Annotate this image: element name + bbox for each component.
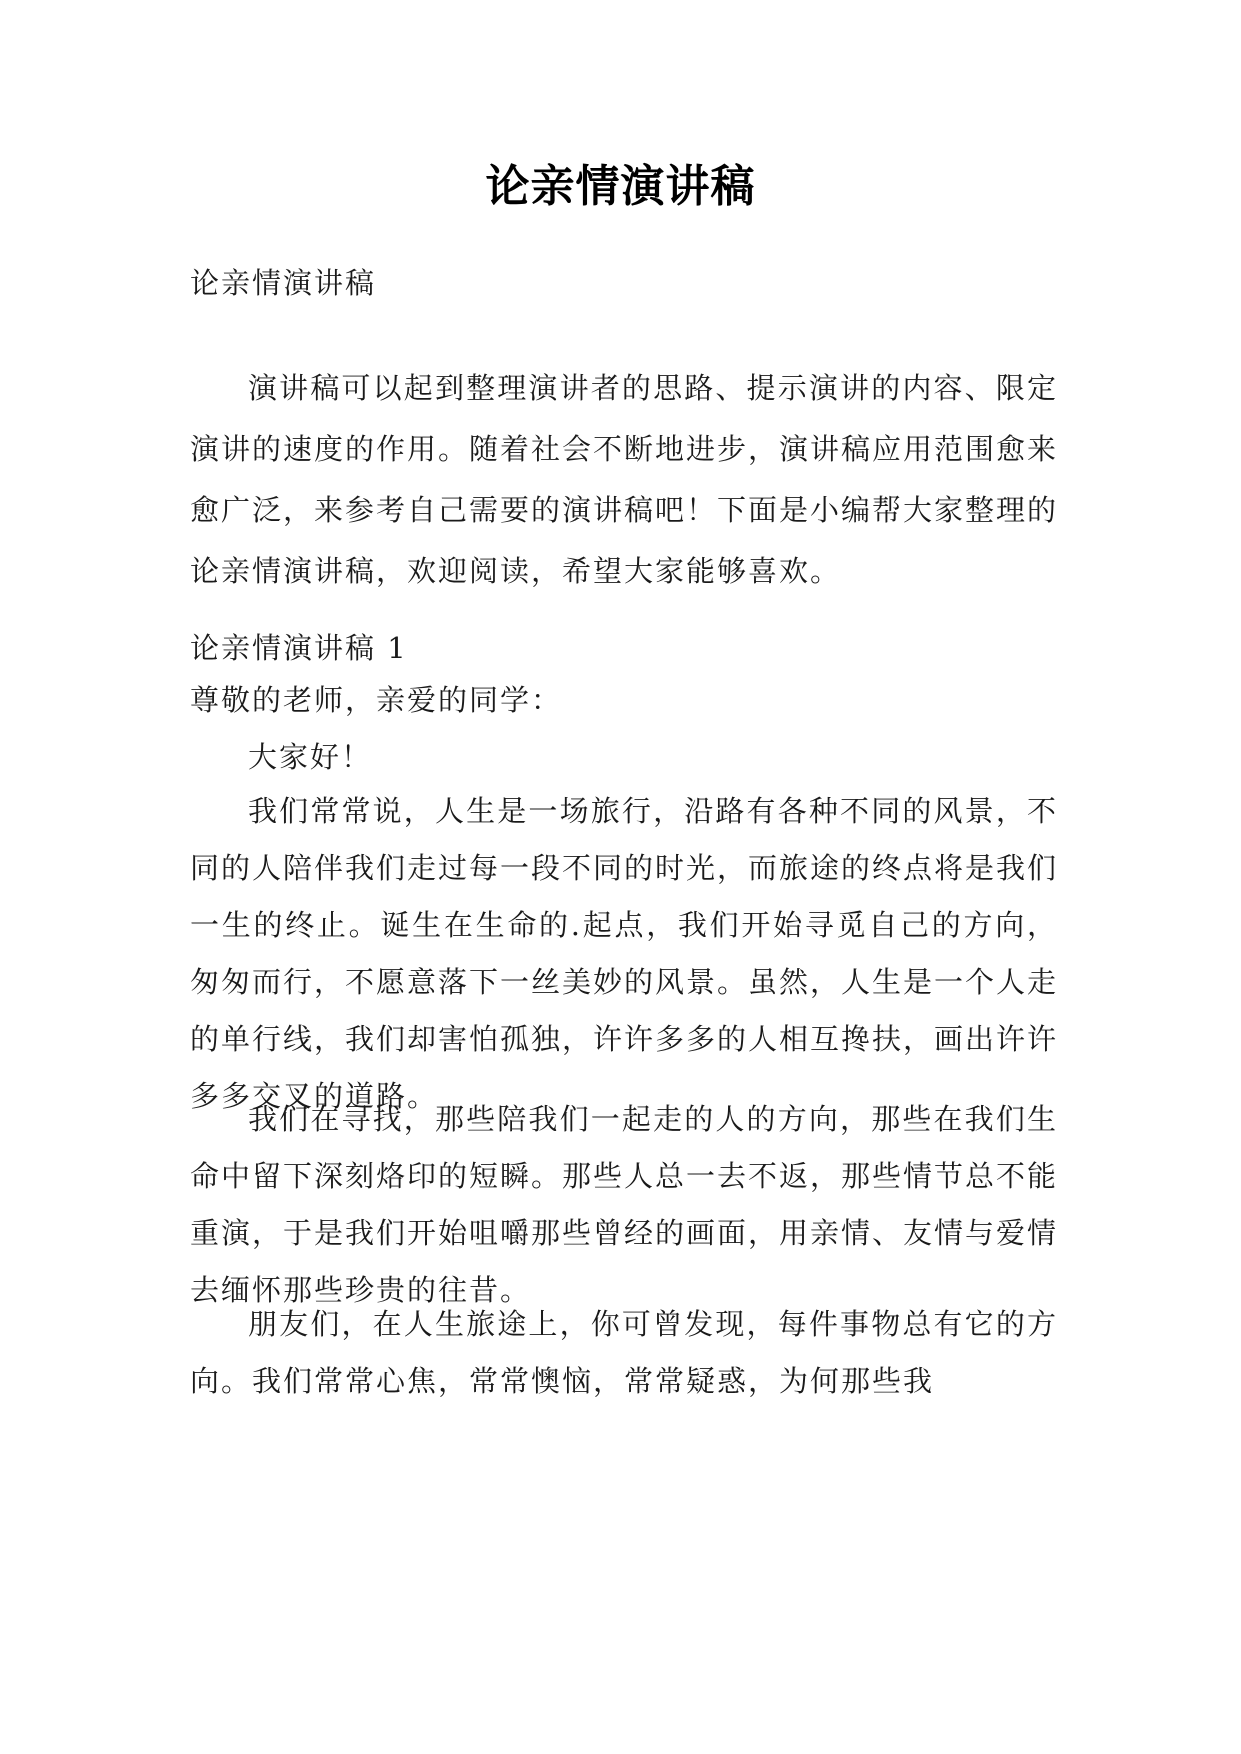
body-paragraph-1: 我们常常说，人生是一场旅行，沿路有各种不同的风景，不同的人陪伴我们走过每一段不同的时光，而旅途的终点将是我们一生的终止。诞生在生命的.起点，我们开始寻觅自己的方向，匆匆而行，不愿意落下一丝美妙的风景。虽然，人生是一个人走的单行线，我们却害怕孤独，许许多多的人相互搀扶，画出许许多多交叉的道路。: [190, 794, 1059, 1113]
section-heading: 论亲情演讲稿 1: [190, 631, 408, 665]
greeting: 大家好！: [248, 740, 373, 774]
document-title: 论亲情演讲稿: [485, 161, 756, 212]
body-paragraph-2: 我们在寻找，那些陪我们一起走的人的方向，那些在我们生命中留下深刻烙印的短瞬。那些人总一去不返，那些情节总不能重演，于是我们开始咀嚼那些曾经的画面，用亲情、友情与爱情去缅怀那些珍贵的往昔。: [190, 1102, 1059, 1307]
body-paragraph-3: 朋友们，在人生旅途上，你可曾发现，每件事物总有它的方向。我们常常心焦，常常懊恼，常常疑惑，为何那些我: [190, 1307, 1058, 1398]
document-subtitle: 论亲情演讲稿: [190, 266, 377, 300]
intro-paragraph: 演讲稿可以起到整理演讲者的思路、提示演讲的内容、限定演讲的速度的作用。随着社会不断地进步，演讲稿应用范围愈来愈广泛，来参考自己需要的演讲稿吧！下面是小编帮大家整理的论亲情演讲稿，欢迎阅读，希望大家能够喜欢。: [190, 371, 1059, 588]
salutation: 尊敬的老师，亲爱的同学：: [190, 683, 563, 717]
